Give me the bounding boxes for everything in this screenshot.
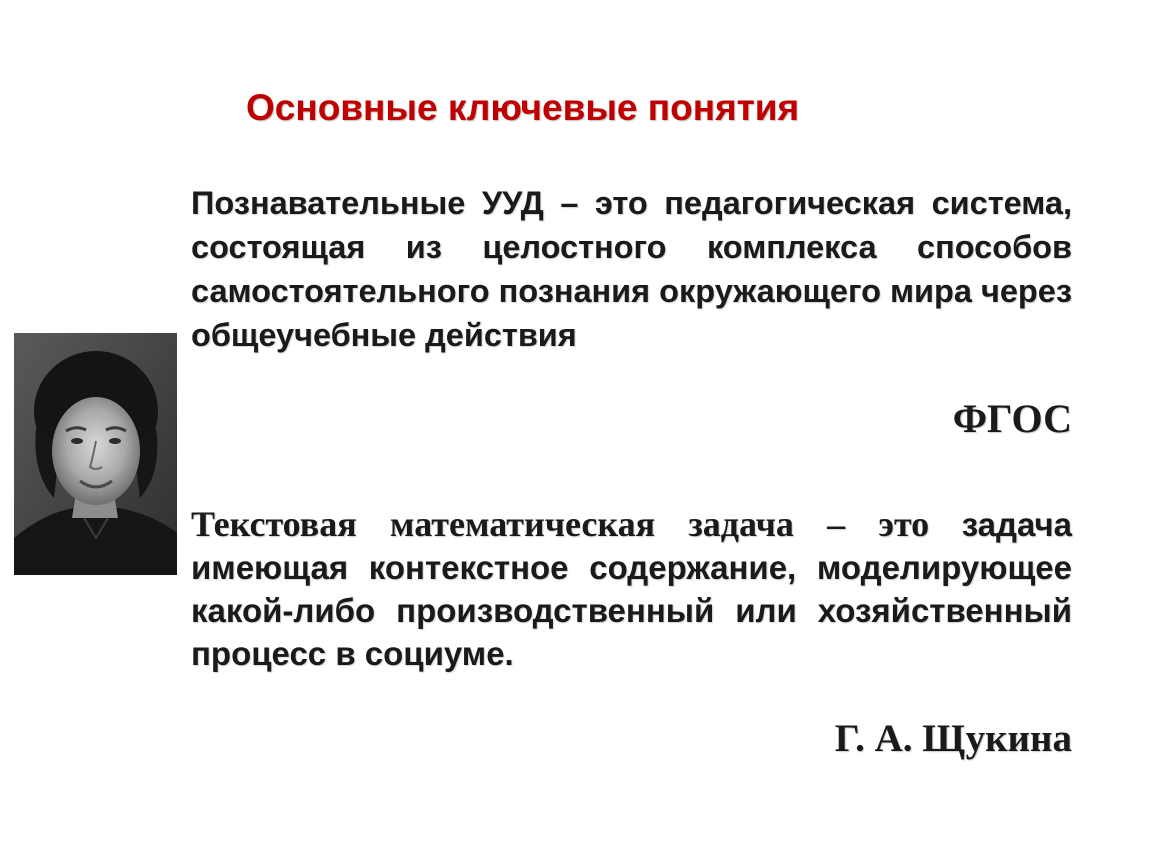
definition-body: задача имеющая контекстное содержание, моделирующее какой-либо производственный или хозяйственный процесс в социуме. xyxy=(191,506,1072,672)
portrait-photo xyxy=(14,333,177,575)
attribution-author: Г. А. Щукина xyxy=(834,717,1072,760)
definition-cognitive-uud: Познавательные УУД – это педагогическая система, состоящая из целостного комплекса способов самостоятельного познания окружающего мира через общеучебные действия xyxy=(191,185,1072,353)
definition-lead: Текстовая математическая задача – это xyxy=(191,504,930,544)
slide-title: Основные ключевые понятия xyxy=(246,87,800,128)
portrait-image xyxy=(14,333,177,575)
definition-math-word-problem xyxy=(191,503,1072,676)
attribution-fgos: ФГОС xyxy=(952,396,1072,441)
